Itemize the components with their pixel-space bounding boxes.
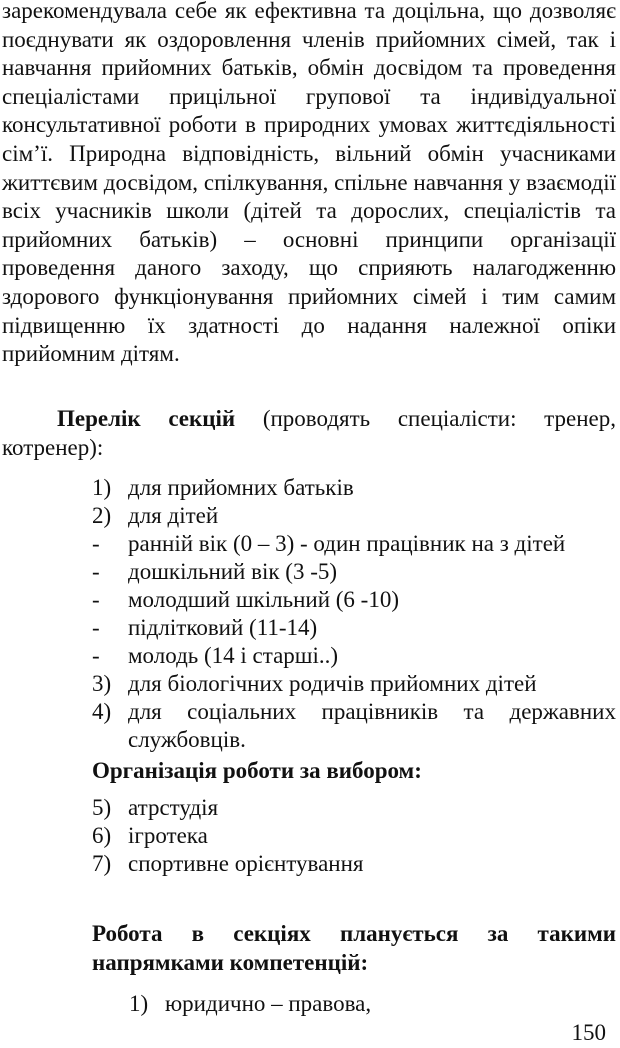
- sections-heading-bold: Перелік секцій: [57, 406, 236, 431]
- list-item: [92, 558, 616, 586]
- list-item-text: молодь (14 і старші..): [128, 643, 339, 668]
- list-marker: 6): [92, 823, 112, 848]
- list-item-text: для соціальних працівників та державних службовців.: [128, 699, 616, 752]
- organization-heading: Організація роботи за вибором:: [92, 758, 422, 783]
- page-number: 150: [571, 1020, 606, 1045]
- intro-paragraph: зарекомендувала себе як ефективна та доцільна, що дозволяє поєднувати як оздоровлення членів прийомних сімей, так і навчання прийомних батьків, обмін досвідом та проведення спеціалістами прицільної групової та індивідуальної консультативної роботи в природних умовах життєдіяльності сім’ї. Природна відповідність, вільний обмін учасниками життєвим досвідом, спілкування, спільне навчання у взаємодії всіх учасників школи (дітей та дорослих, спеціалістів та прийомних батьків) – основні принципи організації проведення даного заходу, що сприяють налагодженню здорового функціонування прийомних сімей і тим самим підвищенню їх здатності до надання належної опіки прийомним дітям.: [2, 0, 616, 367]
- list-item-text: атрстудія: [128, 795, 219, 820]
- organization-list: [92, 794, 616, 878]
- list-item: [92, 614, 616, 642]
- list-item: [92, 794, 616, 822]
- list-marker: 2): [92, 503, 112, 528]
- list-item: [92, 698, 616, 754]
- list-marker: -: [92, 559, 100, 584]
- list-marker: 7): [92, 851, 112, 876]
- list-item-text: юридично – правова,: [165, 991, 372, 1016]
- list-item: [92, 586, 616, 614]
- list-marker: 5): [92, 795, 112, 820]
- list-item-text: дошкільний вік (3 -5): [128, 559, 338, 584]
- list-item: [92, 502, 616, 530]
- list-item-text: ігротека: [128, 823, 208, 848]
- list-item: [92, 670, 616, 698]
- competencies-heading: Робота в секціях планується за такими напрямками компетенцій:: [92, 921, 616, 975]
- list-item-text: молодший шкільний (6 -10): [128, 587, 399, 612]
- list-item: [129, 990, 609, 1018]
- competencies-list: [129, 990, 609, 1018]
- list-item-text: для біологічних родичів прийомних дітей: [128, 671, 537, 696]
- list-item-text: спортивне орієнтування: [128, 851, 364, 876]
- list-marker: -: [92, 643, 100, 668]
- list-marker: 4): [92, 699, 112, 724]
- list-item-text: для дітей: [128, 503, 219, 528]
- list-item-text: для прийомних батьків: [128, 475, 354, 500]
- list-marker: 1): [92, 475, 112, 500]
- list-item: [92, 474, 616, 502]
- sections-list: [92, 474, 616, 754]
- list-marker: -: [92, 587, 100, 612]
- list-item: [92, 850, 616, 878]
- list-item-text: ранній вік (0 – 3) - один працівник на з дітей: [128, 531, 566, 556]
- list-marker: 1): [129, 991, 149, 1016]
- list-item: [92, 530, 616, 558]
- list-item: [92, 822, 616, 850]
- list-item-text: підлітковий (11-14): [128, 615, 318, 640]
- list-item: [92, 642, 616, 670]
- sections-heading-paragraph: [2, 405, 616, 462]
- list-marker: 3): [92, 671, 112, 696]
- sections-heading-rest: (проводять спеціалісти: тренер, котренер):: [2, 406, 616, 460]
- list-marker: -: [92, 615, 100, 640]
- list-marker: -: [92, 531, 100, 556]
